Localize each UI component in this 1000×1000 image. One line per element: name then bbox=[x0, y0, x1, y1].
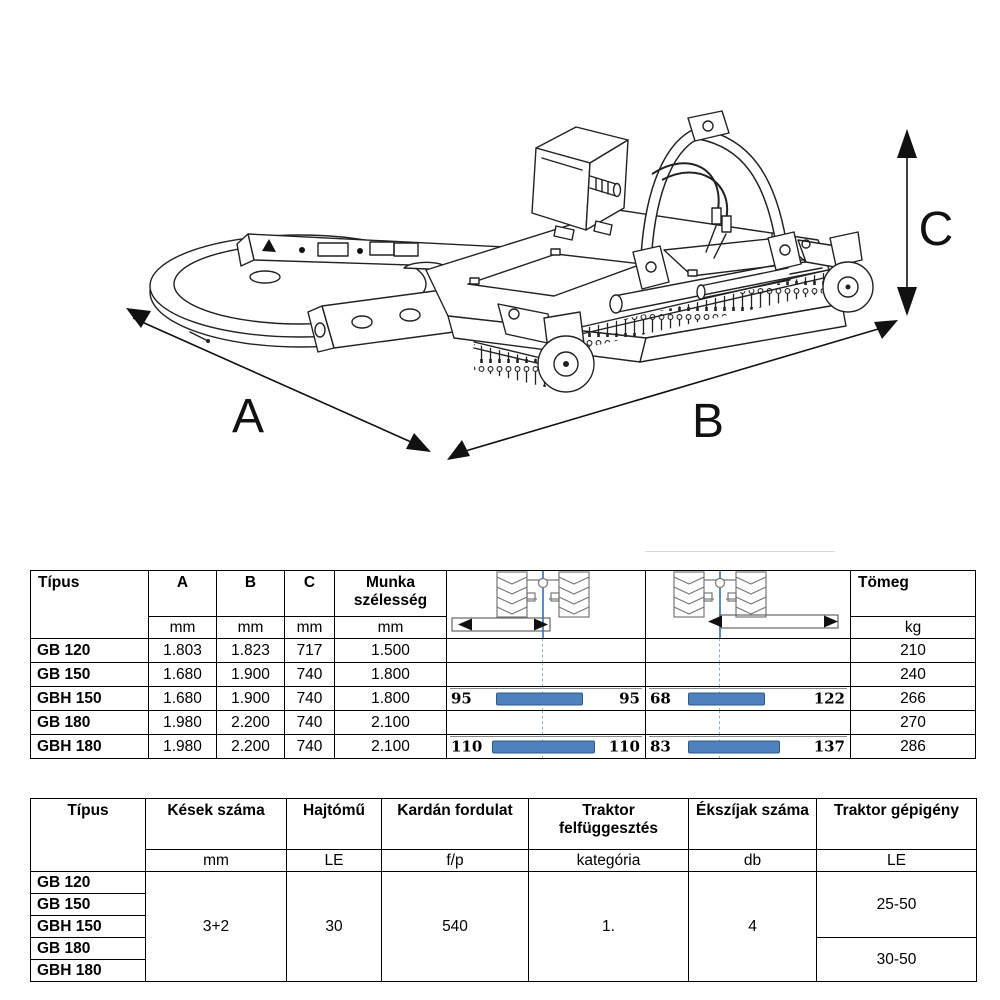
offset-cell-right bbox=[646, 687, 851, 711]
value-b: 2.200 bbox=[217, 711, 285, 735]
table-row bbox=[31, 639, 976, 663]
value-a: 1.680 bbox=[149, 663, 217, 687]
units-row bbox=[31, 850, 977, 872]
value-vbelt-count: 4 bbox=[689, 872, 817, 982]
t1-header-weight: Tömeg bbox=[851, 571, 976, 617]
value-weight: 266 bbox=[851, 687, 976, 711]
offset-left-value: 68 bbox=[650, 688, 671, 707]
offset-cell-left bbox=[447, 639, 646, 663]
model-name: GB 180 bbox=[31, 938, 146, 960]
t2-header-pto-speed: Kardán fordulat bbox=[382, 799, 529, 850]
table-row bbox=[31, 711, 976, 735]
value-blade-count: 3+2 bbox=[146, 872, 287, 982]
value-a: 1.680 bbox=[149, 687, 217, 711]
t2-header-blade-count: Kések száma bbox=[146, 799, 287, 850]
offset-cell-right bbox=[646, 735, 851, 759]
offset-cell-right bbox=[646, 639, 851, 663]
value-working-width: 1.800 bbox=[335, 687, 447, 711]
offset-cell-left bbox=[447, 663, 646, 687]
t1-unit-c: mm bbox=[285, 617, 335, 639]
value-c: 740 bbox=[285, 687, 335, 711]
value-b: 1.900 bbox=[217, 663, 285, 687]
table-row bbox=[31, 872, 977, 894]
t1-unit-b: mm bbox=[217, 617, 285, 639]
table-row bbox=[31, 687, 976, 711]
value-c: 740 bbox=[285, 663, 335, 687]
value-working-width: 1.800 bbox=[335, 663, 447, 687]
offset-cell-left bbox=[447, 687, 646, 711]
offset-left-value: 83 bbox=[650, 736, 671, 755]
value-working-width: 2.100 bbox=[335, 735, 447, 759]
offset-cell-right bbox=[646, 663, 851, 687]
value-c: 717 bbox=[285, 639, 335, 663]
t2-header-linkage: Traktor felfüggesztés bbox=[529, 799, 689, 850]
value-working-width: 1.500 bbox=[335, 639, 447, 663]
dimension-c bbox=[897, 129, 953, 316]
t1-header-c: C bbox=[285, 571, 335, 617]
value-pto-speed: 540 bbox=[382, 872, 529, 982]
axle-offset-diagram-left bbox=[447, 571, 646, 639]
dimensions-table bbox=[30, 570, 976, 759]
offset-right-value: 95 bbox=[619, 688, 640, 707]
dimension-b-label: B bbox=[691, 395, 725, 448]
offset-cell-left bbox=[447, 711, 646, 735]
t2-unit-pto-speed: f/p bbox=[382, 850, 529, 872]
t1-unit-a: mm bbox=[149, 617, 217, 639]
value-weight: 210 bbox=[851, 639, 976, 663]
t1-unit-working-width: mm bbox=[335, 617, 447, 639]
t2-header-power-req: Traktor gépigény bbox=[817, 799, 977, 850]
t2-unit-vbelt-count: db bbox=[689, 850, 817, 872]
t2-unit-power-req: LE bbox=[817, 850, 977, 872]
t2-unit-blade-count: mm bbox=[146, 850, 287, 872]
model-name: GBH 150 bbox=[31, 687, 149, 711]
value-weight: 270 bbox=[851, 711, 976, 735]
offset-cell-left bbox=[447, 735, 646, 759]
t2-unit-linkage: kategória bbox=[529, 850, 689, 872]
value-b: 1.823 bbox=[217, 639, 285, 663]
value-b: 2.200 bbox=[217, 735, 285, 759]
t1-header-b: B bbox=[217, 571, 285, 617]
value-power-req-lower: 30-50 bbox=[817, 938, 977, 982]
value-linkage: 1. bbox=[529, 872, 689, 982]
model-name: GBH 150 bbox=[31, 916, 146, 938]
table-row bbox=[31, 663, 976, 687]
offset-left-value: 110 bbox=[451, 736, 483, 755]
offset-bar bbox=[492, 740, 595, 753]
t2-header-tipus: Típus bbox=[31, 799, 146, 872]
t1-unit-weight: kg bbox=[851, 617, 976, 639]
value-c: 740 bbox=[285, 735, 335, 759]
t1-header-tipus: Típus bbox=[31, 571, 149, 639]
model-name: GBH 180 bbox=[31, 960, 146, 982]
offset-bar bbox=[688, 740, 780, 753]
table-row bbox=[31, 735, 976, 759]
value-weight: 286 bbox=[851, 735, 976, 759]
t2-header-gearbox: Hajtómű bbox=[287, 799, 382, 850]
dimension-c-label: C bbox=[918, 203, 954, 256]
value-power-req-upper: 25-50 bbox=[817, 872, 977, 938]
table-header-row bbox=[31, 571, 976, 617]
tractor-wheels-left-offset-icon bbox=[447, 571, 646, 634]
tractor-wheels-right-offset-icon bbox=[646, 571, 851, 634]
model-name: GBH 180 bbox=[31, 735, 149, 759]
t2-unit-gearbox: LE bbox=[287, 850, 382, 872]
value-a: 1.980 bbox=[149, 735, 217, 759]
table-header-row bbox=[31, 799, 977, 850]
model-name: GB 150 bbox=[31, 663, 149, 687]
drive-spec-table bbox=[30, 798, 977, 982]
inner-line bbox=[450, 688, 642, 689]
model-name: GB 120 bbox=[31, 639, 149, 663]
t1-header-a: A bbox=[149, 571, 217, 617]
offset-left-value: 95 bbox=[451, 688, 472, 707]
value-a: 1.980 bbox=[149, 711, 217, 735]
model-name: GB 180 bbox=[31, 711, 149, 735]
divider-line bbox=[645, 551, 835, 552]
offset-bar bbox=[496, 692, 583, 705]
offset-bar bbox=[688, 692, 766, 705]
model-name: GB 150 bbox=[31, 894, 146, 916]
t2-header-vbelt-count: Ékszíjak száma bbox=[689, 799, 817, 850]
dimension-a-label: A bbox=[231, 390, 265, 443]
value-a: 1.803 bbox=[149, 639, 217, 663]
value-weight: 240 bbox=[851, 663, 976, 687]
offset-cell-right bbox=[646, 711, 851, 735]
model-name: GB 120 bbox=[31, 872, 146, 894]
value-working-width: 2.100 bbox=[335, 711, 447, 735]
value-c: 740 bbox=[285, 711, 335, 735]
offset-right-value: 110 bbox=[608, 736, 640, 755]
offset-right-value: 122 bbox=[813, 688, 845, 707]
value-gearbox: 30 bbox=[287, 872, 382, 982]
value-b: 1.900 bbox=[217, 687, 285, 711]
t1-header-working-width: Munka szélesség bbox=[335, 571, 447, 617]
offset-right-value: 137 bbox=[813, 736, 845, 755]
axle-offset-diagram-right bbox=[646, 571, 851, 639]
